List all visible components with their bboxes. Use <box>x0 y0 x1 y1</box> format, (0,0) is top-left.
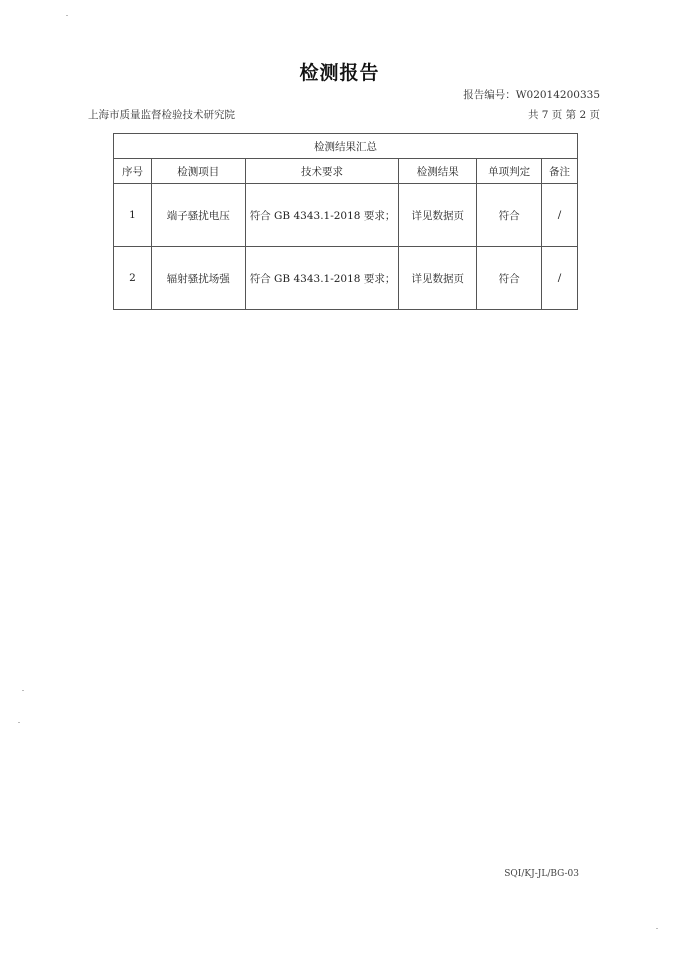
cell-remark: / <box>542 247 578 310</box>
scan-speck <box>656 928 658 929</box>
column-header-result: 检测结果 <box>399 159 477 184</box>
cell-item: 端子骚扰电压 <box>151 184 245 247</box>
report-number: 报告编号：W02014200335 <box>463 89 600 101</box>
table-header-row <box>114 159 578 184</box>
column-header-item: 检测项目 <box>151 159 245 184</box>
summary-table <box>113 133 578 310</box>
cell-result: 详见数据页 <box>399 247 477 310</box>
scan-speck <box>66 15 68 16</box>
table-caption-row <box>114 134 578 159</box>
cell-index: 2 <box>114 247 152 310</box>
cell-verdict: 符合 <box>477 184 542 247</box>
institute-name: 上海市质量监督检验技术研究院 <box>88 109 235 121</box>
cell-requirement: 符合 GB 4343.1-2018 要求； <box>245 247 399 310</box>
table-caption: 检测结果汇总 <box>114 134 578 159</box>
column-header-remark: 备注 <box>542 159 578 184</box>
table-row <box>114 184 578 247</box>
scan-speck <box>22 690 24 691</box>
cell-result: 详见数据页 <box>399 184 477 247</box>
page-info: 共 7 页 第 2 页 <box>527 109 600 121</box>
cell-remark: / <box>542 184 578 247</box>
cell-item: 辐射骚扰场强 <box>151 247 245 310</box>
table-row <box>114 247 578 310</box>
cell-index: 1 <box>114 184 152 247</box>
document-title: 检测报告 <box>299 62 380 84</box>
column-header-verdict: 单项判定 <box>477 159 542 184</box>
column-header-requirement: 技术要求 <box>245 159 399 184</box>
scan-speck <box>18 722 20 723</box>
cell-verdict: 符合 <box>477 247 542 310</box>
column-header-index: 序号 <box>114 159 152 184</box>
form-code: SQI/KJ-JL/BG-03 <box>504 869 579 879</box>
cell-requirement: 符合 GB 4343.1-2018 要求； <box>245 184 399 247</box>
